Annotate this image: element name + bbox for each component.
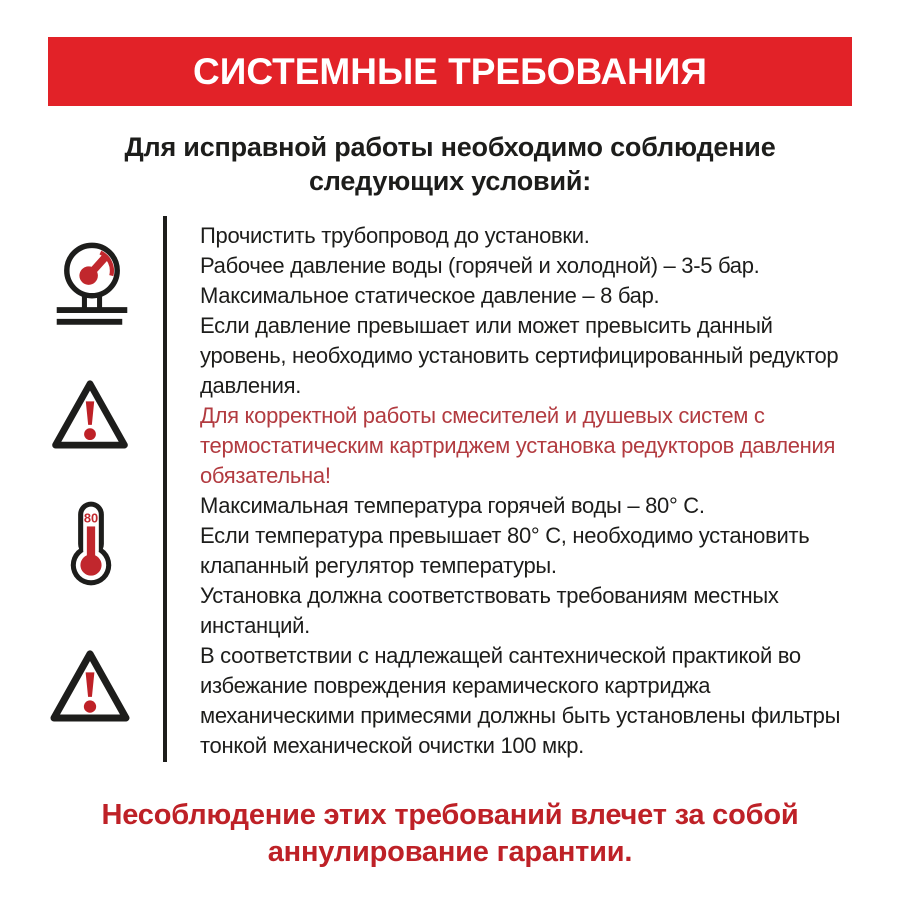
- requirement-item: Прочистить трубопровод до установки.: [200, 223, 590, 248]
- pressure-gauge-icon: [50, 240, 134, 328]
- vertical-divider: [163, 216, 167, 762]
- requirement-item: В соответствии с надлежащей сантехнической практикой во избежание повреждения керамического картриджа механическими примесями должны быть установлены фильтры тонкой механической очистки 100 мкр.: [200, 643, 841, 758]
- requirement-item: Для корректной работы смесителей и душевых систем с термостатическим картриджем установка редукторов давления обязательна!: [200, 403, 836, 488]
- requirement-item: Рабочее давление воды (горячей и холодной) – 3-5 бар.: [200, 253, 760, 278]
- page-title: СИСТЕМНЫЕ ТРЕБОВАНИЯ: [193, 50, 707, 92]
- thermometer-icon: [68, 498, 114, 588]
- requirements-list: [200, 221, 845, 761]
- warning-triangle-icon: [48, 376, 132, 452]
- requirement-item: Установка должна соответствовать требованиям местных инстанций.: [200, 583, 779, 638]
- thermometer-label: 80: [83, 510, 99, 526]
- title-banner: [48, 37, 852, 106]
- requirement-item: Если давление превышает или может превысить данный уровень, необходимо установить сертифицированный редуктор давления.: [200, 313, 839, 398]
- warranty-warning: Несоблюдение этих требований влечет за собой аннулирование гарантии.: [101, 799, 799, 868]
- requirement-item: Максимальная температура горячей воды – 80° C.: [200, 493, 705, 518]
- requirement-item: Максимальное статическое давление – 8 бар.: [200, 283, 660, 308]
- intro-heading: Для исправной работы необходимо соблюдение следующих условий:: [124, 132, 776, 196]
- warning-triangle-icon: [46, 646, 134, 725]
- requirement-item: Если температура превышает 80° C, необходимо установить клапанный регулятор температуры.: [200, 523, 810, 578]
